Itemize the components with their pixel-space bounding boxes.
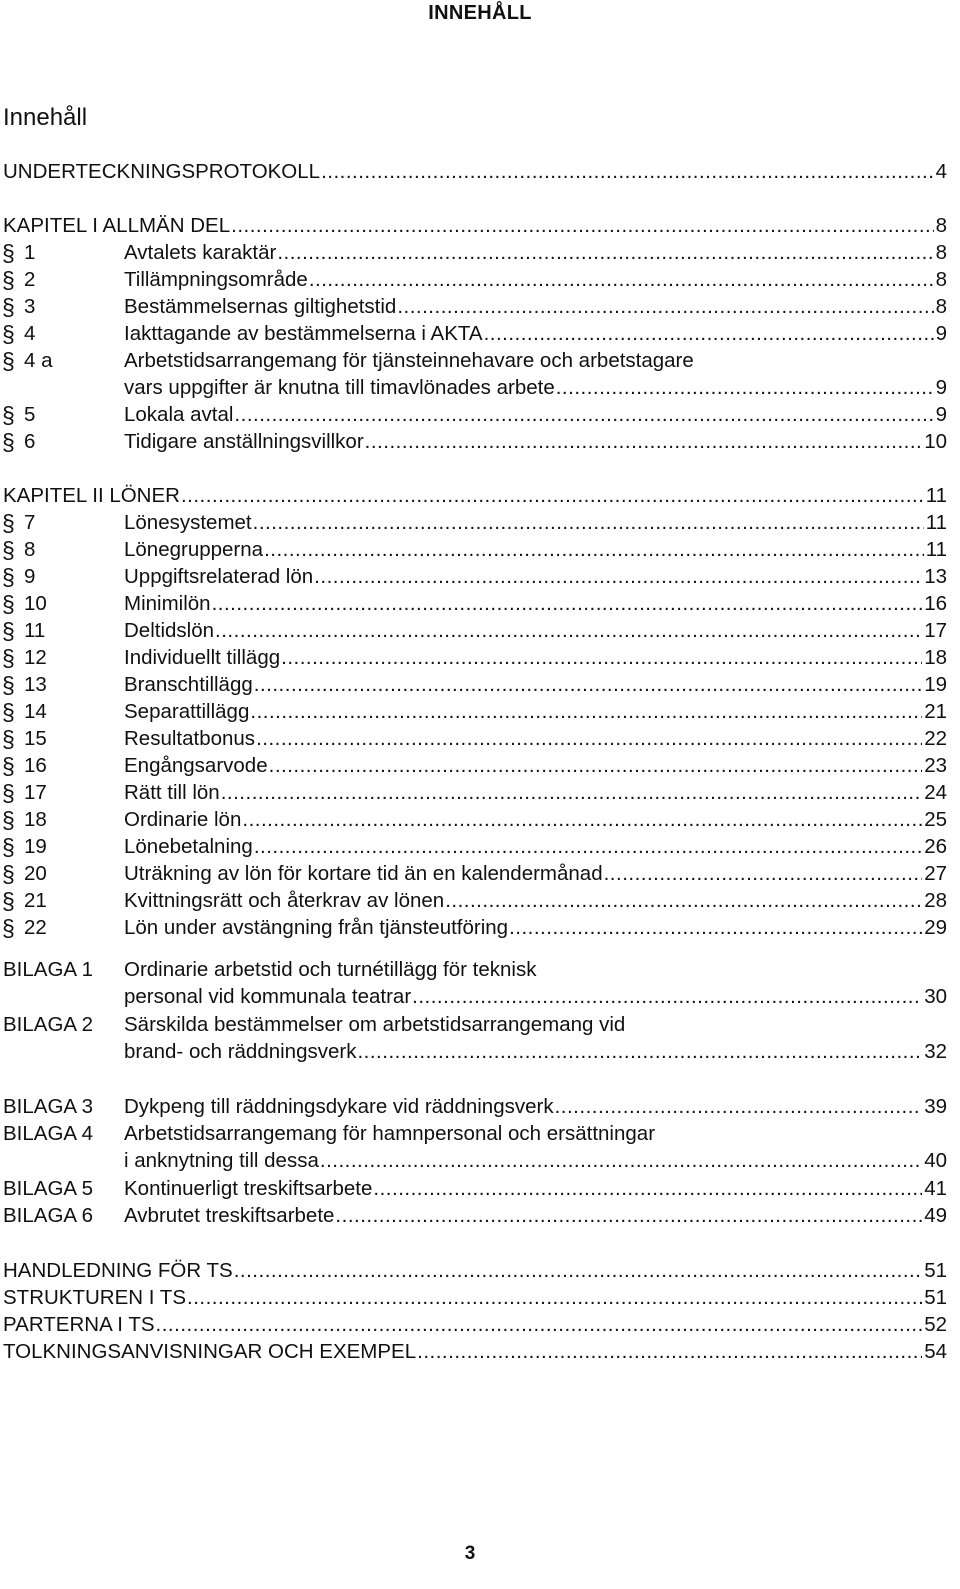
section-number: 2 bbox=[24, 268, 36, 291]
section-number: 1 bbox=[24, 241, 36, 264]
toc-entry-text: Ordinarie lön bbox=[124, 808, 242, 831]
toc-entry[interactable] bbox=[0, 293, 960, 321]
toc-entry-page: 39 bbox=[924, 1095, 947, 1118]
appendix-label: BILAGA 2 bbox=[3, 1013, 94, 1036]
dot-leader bbox=[319, 1147, 922, 1175]
section-number: 16 bbox=[24, 754, 47, 777]
toc-entry[interactable] bbox=[0, 833, 960, 861]
section-sign-icon: § bbox=[2, 321, 15, 347]
toc-entry-text: Lönegrupperna bbox=[124, 538, 264, 561]
dot-leader bbox=[444, 887, 922, 915]
toc-entry[interactable] bbox=[0, 320, 960, 348]
toc-entry[interactable] bbox=[0, 725, 960, 753]
toc-entry-page: 9 bbox=[935, 376, 947, 399]
toc-entry-text: brand- och räddningsverk bbox=[124, 1040, 357, 1063]
toc-entry-page: 11 bbox=[925, 511, 947, 534]
dot-leader bbox=[334, 1202, 922, 1230]
toc-entry-text: Kontinuerligt treskiftsarbete bbox=[124, 1177, 373, 1200]
toc-entry-page: 13 bbox=[924, 565, 947, 588]
toc-entry[interactable] bbox=[0, 509, 960, 537]
toc-entry-page: 8 bbox=[935, 295, 947, 318]
toc-entry-line bbox=[124, 617, 947, 645]
dot-leader bbox=[253, 833, 922, 861]
toc-entry-text: PARTERNA I TS bbox=[3, 1313, 155, 1336]
section-number: 12 bbox=[24, 646, 47, 669]
section-number: 10 bbox=[24, 592, 47, 615]
toc-entry-line bbox=[124, 563, 947, 591]
toc-entry-line bbox=[124, 401, 947, 429]
section-sign-icon: § bbox=[2, 618, 15, 644]
toc-entry-page: 8 bbox=[935, 214, 947, 237]
section-number: 11 bbox=[24, 619, 46, 642]
toc-entry-text: Ordinarie arbetstid och turnétillägg för teknisk bbox=[124, 958, 537, 981]
toc-entry-line bbox=[124, 374, 947, 402]
section-number: 21 bbox=[24, 889, 47, 912]
toc-entry-text: Rätt till lön bbox=[124, 781, 220, 804]
toc-entry-line bbox=[124, 644, 947, 672]
toc-entry-continuation[interactable] bbox=[0, 1147, 960, 1175]
toc-entry[interactable] bbox=[0, 347, 960, 375]
toc-entry[interactable] bbox=[0, 956, 960, 984]
toc-entry[interactable] bbox=[0, 266, 960, 294]
toc-entry[interactable] bbox=[0, 671, 960, 699]
section-sign-icon: § bbox=[2, 240, 15, 266]
toc-entry-line bbox=[3, 1311, 947, 1339]
section-sign-icon: § bbox=[2, 591, 15, 617]
toc-entry-text: vars uppgifter är knutna till timavlönades arbete bbox=[124, 376, 555, 399]
section-number: 7 bbox=[24, 511, 36, 534]
toc-entry-text: Kvittningsrätt och återkrav av lönen bbox=[124, 889, 445, 912]
dot-leader bbox=[233, 1257, 922, 1285]
toc-entry-page: 27 bbox=[924, 862, 947, 885]
section-sign-icon: § bbox=[2, 780, 15, 806]
toc-entry-line bbox=[124, 428, 947, 456]
toc-entry-text: Minimilön bbox=[124, 592, 211, 615]
toc-entry-line bbox=[124, 1038, 947, 1066]
toc-entry[interactable] bbox=[0, 779, 960, 807]
dot-leader bbox=[276, 239, 933, 267]
toc-entry-page: 19 bbox=[924, 673, 947, 696]
section-sign-icon: § bbox=[2, 402, 15, 428]
toc-entry-page: 8 bbox=[935, 268, 947, 291]
toc-entry-page: 28 bbox=[924, 889, 947, 912]
dot-leader bbox=[508, 914, 922, 942]
toc-entry-page: 40 bbox=[924, 1149, 947, 1172]
toc-entry-text: Tidigare anställningsvillkor bbox=[124, 430, 364, 453]
toc-entry-text: Lön under avstängning från tjänsteutföring bbox=[124, 916, 509, 939]
toc-entry[interactable] bbox=[0, 1011, 960, 1039]
toc-entry-text: Dykpeng till räddningsdykare vid räddningsverk bbox=[124, 1095, 554, 1118]
section-sign-icon: § bbox=[2, 645, 15, 671]
dot-leader bbox=[554, 1093, 923, 1121]
toc-entry[interactable] bbox=[0, 1311, 960, 1339]
toc-entry-page: 4 bbox=[935, 160, 947, 183]
dot-leader bbox=[230, 212, 933, 240]
dot-leader bbox=[308, 266, 934, 294]
toc-entry-page: 21 bbox=[924, 700, 947, 723]
toc-entry-text: i anknytning till dessa bbox=[124, 1149, 319, 1172]
toc-entry-line bbox=[124, 833, 947, 861]
toc-entry-page: 11 bbox=[925, 484, 947, 507]
toc-entry-text: Lönebetalning bbox=[124, 835, 253, 858]
toc-entry[interactable] bbox=[0, 1257, 960, 1285]
toc-entry-text: Avtalets karaktär bbox=[124, 241, 277, 264]
dot-leader bbox=[268, 752, 923, 780]
section-sign-icon: § bbox=[2, 348, 15, 374]
dot-leader bbox=[356, 1038, 922, 1066]
toc-entry-text: UNDERTECKNINGSPROTOKOLL bbox=[3, 160, 321, 183]
toc-entry-line bbox=[3, 212, 947, 240]
toc-entry-text: Tillämpningsområde bbox=[124, 268, 308, 291]
toc-entry-text: Avbrutet treskiftsarbete bbox=[124, 1204, 335, 1227]
toc-entry[interactable] bbox=[0, 212, 960, 240]
section-number: 20 bbox=[24, 862, 47, 885]
toc-entry-text: HANDLEDNING FÖR TS bbox=[3, 1259, 233, 1282]
appendix-label: BILAGA 3 bbox=[3, 1095, 94, 1118]
section-sign-icon: § bbox=[2, 807, 15, 833]
toc-entry[interactable] bbox=[0, 1284, 960, 1312]
section-number: 9 bbox=[24, 565, 36, 588]
toc-entry-line bbox=[124, 239, 947, 267]
toc-entry-line bbox=[124, 806, 947, 834]
toc-entry-text: Lokala avtal bbox=[124, 403, 234, 426]
toc-entry-page: 22 bbox=[924, 727, 947, 750]
toc-entry-page: 8 bbox=[935, 241, 947, 264]
toc-entry-page: 51 bbox=[924, 1286, 947, 1309]
dot-leader bbox=[186, 1284, 922, 1312]
toc-entry-line bbox=[124, 914, 947, 942]
toc-entry-line bbox=[124, 1147, 947, 1175]
section-sign-icon: § bbox=[2, 726, 15, 752]
toc-entry-line bbox=[124, 725, 947, 753]
dot-leader bbox=[483, 320, 934, 348]
appendix-label: BILAGA 1 bbox=[3, 958, 94, 981]
toc-entry[interactable] bbox=[0, 401, 960, 429]
section-number: 17 bbox=[24, 781, 47, 804]
toc-entry-line bbox=[124, 983, 947, 1011]
toc-entry-line bbox=[124, 590, 947, 618]
toc-entry[interactable] bbox=[0, 428, 960, 456]
toc-entry-text: Särskilda bestämmelser om arbetstidsarrangemang vid bbox=[124, 1013, 626, 1036]
toc-entry[interactable] bbox=[0, 1202, 960, 1230]
toc-entry-text: TOLKNINGSANVISNINGAR OCH EXEMPEL bbox=[3, 1340, 417, 1363]
dot-leader bbox=[211, 590, 923, 618]
toc-entry-line bbox=[124, 320, 947, 348]
section-number: 3 bbox=[24, 295, 36, 318]
toc-entry[interactable] bbox=[0, 158, 960, 186]
toc-entry-text: Arbetstidsarrangemang för hamnpersonal och ersättningar bbox=[124, 1122, 656, 1145]
dot-leader bbox=[320, 158, 934, 186]
toc-entry-text: STRUKTUREN I TS bbox=[3, 1286, 186, 1309]
toc-entry-page: 32 bbox=[924, 1040, 947, 1063]
toc-entry[interactable] bbox=[0, 563, 960, 591]
toc-entry-page: 9 bbox=[935, 322, 947, 345]
toc-entry-continuation[interactable] bbox=[0, 1038, 960, 1066]
toc-entry-line bbox=[124, 509, 947, 537]
toc-entry-line bbox=[124, 1202, 947, 1230]
dot-leader bbox=[364, 428, 923, 456]
toc-entry-text: Deltidslön bbox=[124, 619, 215, 642]
toc-entry-line bbox=[124, 779, 947, 807]
section-sign-icon: § bbox=[2, 699, 15, 725]
toc-entry-page: 52 bbox=[924, 1313, 947, 1336]
dot-leader bbox=[214, 617, 922, 645]
toc-entry-page: 9 bbox=[935, 403, 947, 426]
toc-entry-page: 26 bbox=[924, 835, 947, 858]
section-number: 13 bbox=[24, 673, 47, 696]
section-sign-icon: § bbox=[2, 672, 15, 698]
section-sign-icon: § bbox=[2, 294, 15, 320]
section-sign-icon: § bbox=[2, 267, 15, 293]
section-sign-icon: § bbox=[2, 834, 15, 860]
toc-entry[interactable] bbox=[0, 752, 960, 780]
toc-entry-page: 29 bbox=[924, 916, 947, 939]
toc-entry-continuation[interactable] bbox=[0, 983, 960, 1011]
toc-entry-page: 24 bbox=[924, 781, 947, 804]
toc-entry-text: Bestämmelsernas giltighetstid bbox=[124, 295, 397, 318]
dot-leader bbox=[280, 644, 922, 672]
toc-entry-text: Lönesystemet bbox=[124, 511, 252, 534]
dot-leader bbox=[233, 401, 933, 429]
toc-entry-page: 41 bbox=[924, 1177, 947, 1200]
toc-entry-line bbox=[124, 293, 947, 321]
toc-entry-text: KAPITEL I ALLMÄN DEL bbox=[3, 214, 231, 237]
toc-entry-page: 11 bbox=[925, 538, 947, 561]
dot-leader bbox=[241, 806, 922, 834]
toc-entry[interactable] bbox=[0, 860, 960, 888]
section-number: 8 bbox=[24, 538, 36, 561]
dot-leader bbox=[372, 1175, 922, 1203]
section-sign-icon: § bbox=[2, 915, 15, 941]
toc-entry-page: 18 bbox=[924, 646, 947, 669]
section-sign-icon: § bbox=[2, 537, 15, 563]
section-number: 4 a bbox=[24, 349, 53, 372]
toc-entry[interactable] bbox=[0, 536, 960, 564]
section-number: 22 bbox=[24, 916, 47, 939]
section-number: 14 bbox=[24, 700, 47, 723]
toc-entry-line bbox=[124, 752, 947, 780]
dot-leader bbox=[220, 779, 922, 807]
toc-entry-page: 54 bbox=[924, 1340, 947, 1363]
dot-leader bbox=[180, 482, 924, 510]
dot-leader bbox=[155, 1311, 923, 1339]
toc-entry-line bbox=[124, 1175, 947, 1203]
toc-entry-line bbox=[3, 158, 947, 186]
dot-leader bbox=[249, 698, 922, 726]
section-number: 18 bbox=[24, 808, 47, 831]
toc-entry-line bbox=[124, 536, 947, 564]
toc-entry-page: 17 bbox=[924, 619, 947, 642]
toc-entry-page: 23 bbox=[924, 754, 947, 777]
toc-entry-line bbox=[124, 698, 947, 726]
toc-entry-page: 10 bbox=[924, 430, 947, 453]
toc-entry-line bbox=[3, 482, 947, 510]
dot-leader bbox=[411, 983, 922, 1011]
toc-entry-text: KAPITEL II LÖNER bbox=[3, 484, 180, 507]
dot-leader bbox=[253, 671, 922, 699]
toc-entry-text: Separattillägg bbox=[124, 700, 250, 723]
toc-entry-continuation[interactable] bbox=[0, 374, 960, 402]
toc-entry[interactable] bbox=[0, 1175, 960, 1203]
toc-entry-text: Engångsarvode bbox=[124, 754, 268, 777]
section-sign-icon: § bbox=[2, 888, 15, 914]
toc-entry[interactable] bbox=[0, 590, 960, 618]
section-sign-icon: § bbox=[2, 429, 15, 455]
toc-entry-page: 30 bbox=[924, 985, 947, 1008]
toc-entry[interactable] bbox=[0, 1093, 960, 1121]
toc-entry-line bbox=[124, 887, 947, 915]
dot-leader bbox=[555, 374, 934, 402]
section-number: 15 bbox=[24, 727, 47, 750]
toc-entry-line bbox=[3, 1257, 947, 1285]
toc-entry-text: Resultatbonus bbox=[124, 727, 256, 750]
dot-leader bbox=[416, 1338, 922, 1366]
section-number: 5 bbox=[24, 403, 36, 426]
toc-entry[interactable] bbox=[0, 887, 960, 915]
appendix-label: BILAGA 4 bbox=[3, 1122, 94, 1145]
toc-entry[interactable] bbox=[0, 617, 960, 645]
page-header: INNEHÅLL bbox=[428, 2, 532, 24]
toc-entry[interactable] bbox=[0, 1338, 960, 1366]
toc-entry-page: 16 bbox=[924, 592, 947, 615]
toc-entry[interactable] bbox=[0, 644, 960, 672]
dot-leader bbox=[263, 536, 924, 564]
toc-entry-text: Branschtillägg bbox=[124, 673, 253, 696]
appendix-label: BILAGA 6 bbox=[3, 1204, 94, 1227]
toc-entry[interactable] bbox=[0, 239, 960, 267]
toc-entry-line bbox=[3, 1284, 947, 1312]
toc-entry[interactable] bbox=[0, 1120, 960, 1148]
dot-leader bbox=[603, 860, 923, 888]
toc-entry-line bbox=[3, 1338, 947, 1366]
toc-entry[interactable] bbox=[0, 914, 960, 942]
page-number: 3 bbox=[464, 1543, 476, 1564]
section-sign-icon: § bbox=[2, 753, 15, 779]
section-sign-icon: § bbox=[2, 861, 15, 887]
toc-entry[interactable] bbox=[0, 806, 960, 834]
appendix-label: BILAGA 5 bbox=[3, 1177, 94, 1200]
dot-leader bbox=[252, 509, 924, 537]
toc-entry-text: Uträkning av lön för kortare tid än en kalendermånad bbox=[124, 862, 603, 885]
toc-entry-page: 51 bbox=[924, 1259, 947, 1282]
dot-leader bbox=[396, 293, 933, 321]
toc-entry-page: 25 bbox=[924, 808, 947, 831]
section-number: 6 bbox=[24, 430, 36, 453]
dot-leader bbox=[313, 563, 922, 591]
section-sign-icon: § bbox=[2, 510, 15, 536]
toc-entry[interactable] bbox=[0, 698, 960, 726]
toc-entry-text: personal vid kommunala teatrar bbox=[124, 985, 412, 1008]
toc-entry-text: Iakttagande av bestämmelserna i AKTA bbox=[124, 322, 483, 345]
toc-entry-text: Uppgiftsrelaterad lön bbox=[124, 565, 314, 588]
dot-leader bbox=[255, 725, 922, 753]
toc-entry-text: Individuellt tillägg bbox=[124, 646, 281, 669]
toc-entry[interactable] bbox=[0, 482, 960, 510]
toc-entry-line bbox=[124, 671, 947, 699]
section-number: 19 bbox=[24, 835, 47, 858]
toc-entry-text: Arbetstidsarrangemang för tjänsteinnehavare och arbetstagare bbox=[124, 349, 694, 372]
toc-entry-line bbox=[124, 1093, 947, 1121]
section-sign-icon: § bbox=[2, 564, 15, 590]
section-number: 4 bbox=[24, 322, 36, 345]
toc-entry-page: 49 bbox=[924, 1204, 947, 1227]
toc-entry-line bbox=[124, 266, 947, 294]
toc-entry-line bbox=[124, 860, 947, 888]
toc-title: Innehåll bbox=[3, 104, 88, 131]
